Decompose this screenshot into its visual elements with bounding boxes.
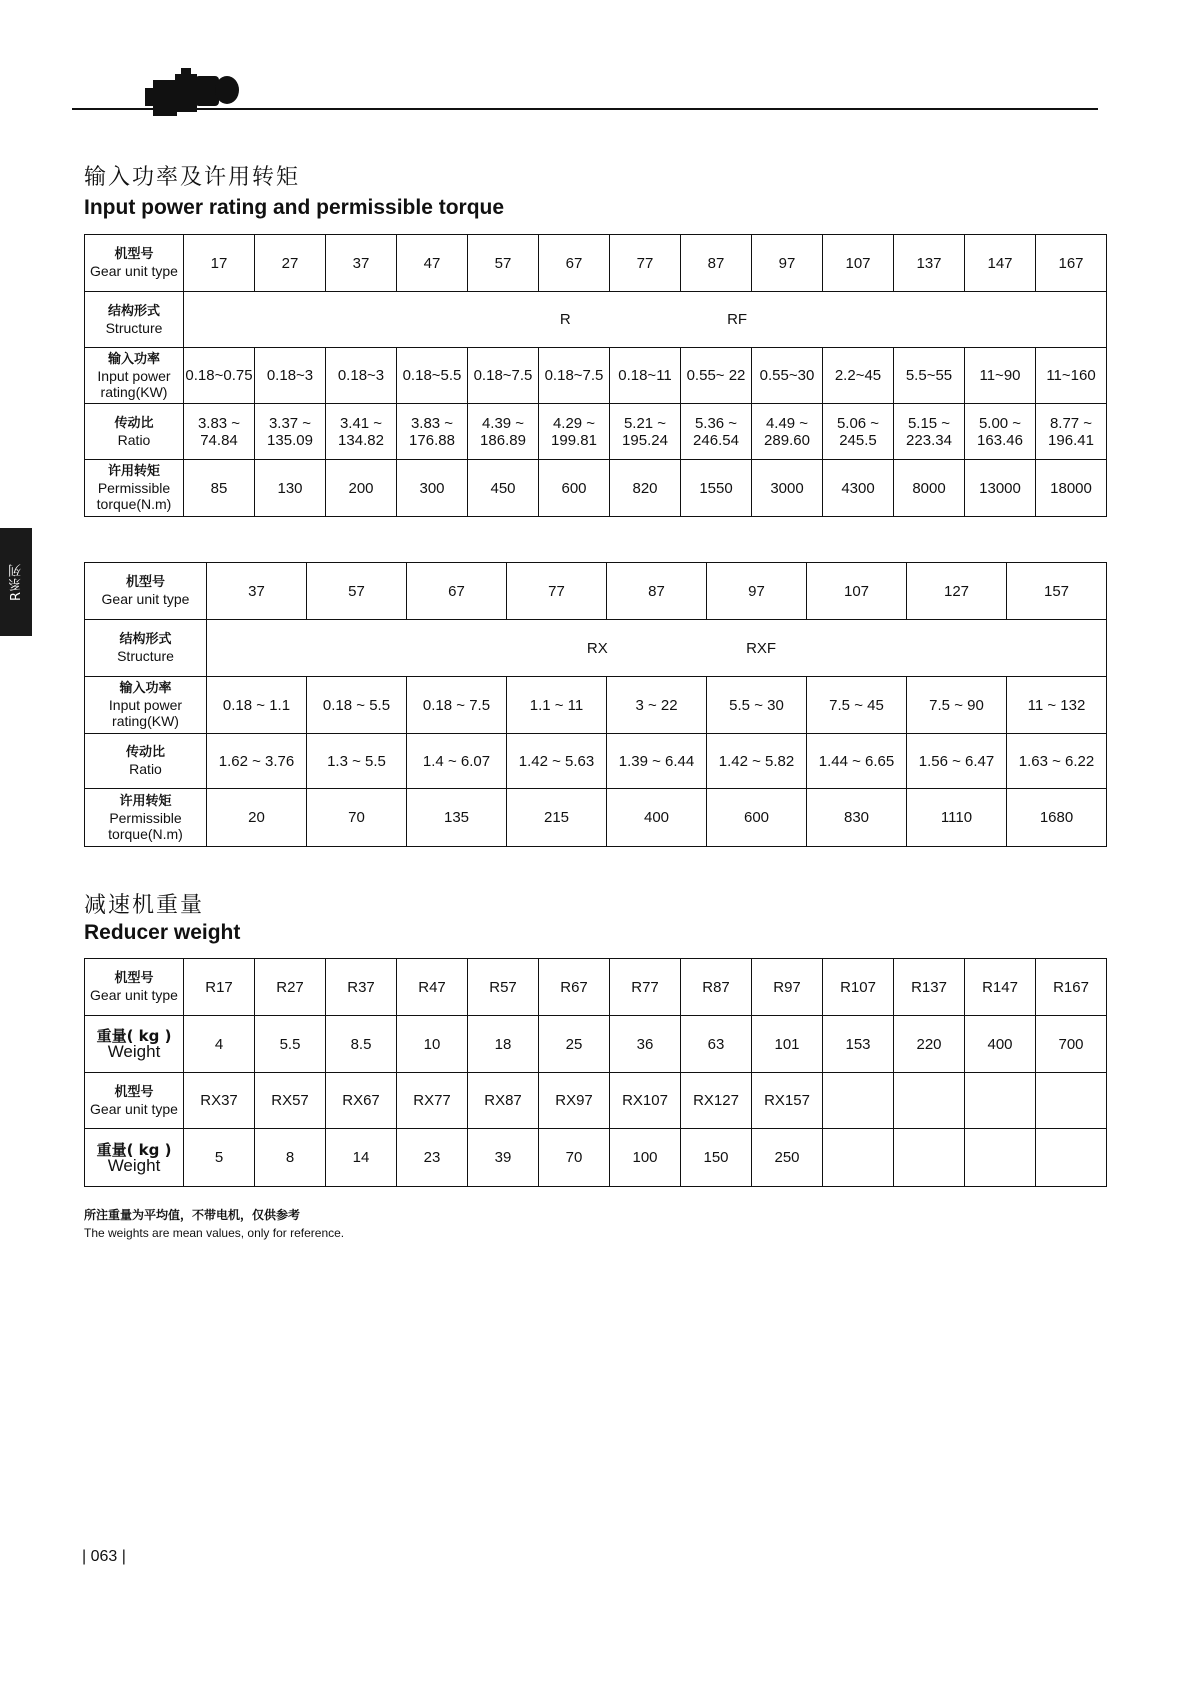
header-rule xyxy=(72,108,1098,110)
table-row xyxy=(85,620,1107,677)
table-cell: 57 xyxy=(307,563,407,620)
table-cell: 830 xyxy=(807,789,907,847)
label-cn: 重量( kg ) xyxy=(96,1140,172,1159)
table-cell: 157 xyxy=(1007,563,1107,620)
table-cell: 11 ~ 132 xyxy=(1007,677,1107,734)
row-label-type xyxy=(85,235,184,292)
ratio-max: 135.09 xyxy=(267,431,313,449)
section1-title-en: Input power rating and permissible torque xyxy=(84,196,505,219)
table-cell: 10 xyxy=(397,1016,468,1073)
table-cell xyxy=(184,404,255,460)
table-cell: 107 xyxy=(807,563,907,620)
label-en: Gear unit type xyxy=(90,263,178,279)
ratio-min: 4.39 ~ xyxy=(481,414,525,432)
ratio-min: 8.77 ~ xyxy=(1049,414,1093,432)
table-cell: 0.55~30 xyxy=(752,348,823,404)
table-cell: 1.62 ~ 3.76 xyxy=(207,734,307,789)
ratio-min: 5.06 ~ xyxy=(836,414,880,432)
table-cell: 700 xyxy=(1036,1016,1107,1073)
label-en: Permissible xyxy=(97,480,171,496)
table-cell: 14 xyxy=(326,1129,397,1187)
table-cell: R77 xyxy=(610,959,681,1016)
table-cell: 8 xyxy=(255,1129,326,1187)
table-cell: 67 xyxy=(539,235,610,292)
table-row xyxy=(85,1016,1107,1073)
label-cn: 传动比 xyxy=(125,745,165,760)
row-label-type xyxy=(85,1073,184,1129)
label-en: Structure xyxy=(117,648,174,664)
table-cell: 167 xyxy=(1036,235,1107,292)
table-cell: R67 xyxy=(539,959,610,1016)
table-cell xyxy=(1036,404,1107,460)
table-cell: 87 xyxy=(681,235,752,292)
section2-title-en: Reducer weight xyxy=(84,921,241,944)
table-cell: 18000 xyxy=(1036,460,1107,517)
ratio-max: 289.60 xyxy=(764,431,810,449)
table-cell: 39 xyxy=(468,1129,539,1187)
table-cell xyxy=(823,1129,894,1187)
table-cell: 1.63 ~ 6.22 xyxy=(1007,734,1107,789)
label-en: Ratio xyxy=(117,431,151,448)
table-cell: 11~90 xyxy=(965,348,1036,404)
row-label-weight xyxy=(85,1016,184,1073)
label-en: torque(N.m) xyxy=(96,496,172,512)
table-cell: 8000 xyxy=(894,460,965,517)
table-row xyxy=(85,235,1107,292)
table-cell: 450 xyxy=(468,460,539,517)
table-cell: RX97 xyxy=(539,1073,610,1129)
ratio-max: 176.88 xyxy=(409,431,455,449)
table-cell: 77 xyxy=(610,235,681,292)
row-label-power xyxy=(85,348,184,404)
table-cell: 0.18 ~ 1.1 xyxy=(207,677,307,734)
row-label-structure xyxy=(85,292,184,348)
table-cell: 137 xyxy=(894,235,965,292)
ratio-max: 195.24 xyxy=(622,431,668,449)
weight-note-cn: 所注重量为平均值，不带电机，仅供参考 xyxy=(84,1208,301,1222)
label-cn: 许用转矩 xyxy=(119,793,172,809)
table-cell: 400 xyxy=(965,1016,1036,1073)
table-cell: RX67 xyxy=(326,1073,397,1129)
row-label-type xyxy=(85,563,207,620)
table-cell: 97 xyxy=(752,235,823,292)
table-cell: 0.55~ 22 xyxy=(681,348,752,404)
label-en: Gear unit type xyxy=(90,1100,178,1117)
table-cell: 1.4 ~ 6.07 xyxy=(407,734,507,789)
table-cell: R57 xyxy=(468,959,539,1016)
ratio-min: 3.41 ~ xyxy=(339,414,383,432)
ratio-max: 163.46 xyxy=(977,431,1023,449)
table-cell: 3 ~ 22 xyxy=(607,677,707,734)
table-cell: 47 xyxy=(397,235,468,292)
table-cell xyxy=(1036,1073,1107,1129)
table-cell: 8.5 xyxy=(326,1016,397,1073)
table-cell: R137 xyxy=(894,959,965,1016)
table-cell xyxy=(397,404,468,460)
ratio-min: 3.83 ~ xyxy=(410,414,454,432)
table-cell: 147 xyxy=(965,235,1036,292)
table-cell: 0.18~5.5 xyxy=(397,348,468,404)
ratio-max: 245.5 xyxy=(839,431,877,449)
table-cell: 36 xyxy=(610,1016,681,1073)
table-cell: 1.44 ~ 6.65 xyxy=(807,734,907,789)
table-cell: 77 xyxy=(507,563,607,620)
table-cell: 107 xyxy=(823,235,894,292)
ratio-max: 74.84 xyxy=(200,431,238,449)
table-row xyxy=(85,789,1107,847)
power-torque-table-rx xyxy=(84,562,1107,847)
label-cn: 结构形式 xyxy=(119,632,172,647)
row-label-ratio xyxy=(85,734,207,789)
table-cell: 400 xyxy=(607,789,707,847)
table-cell: 67 xyxy=(407,563,507,620)
table-cell: 27 xyxy=(255,235,326,292)
table-cell: 0.18~3 xyxy=(255,348,326,404)
power-torque-table-r xyxy=(84,234,1107,517)
table-cell: 0.18~3 xyxy=(326,348,397,404)
table-cell: 5.5 xyxy=(255,1016,326,1073)
table-cell: 0.18 ~ 5.5 xyxy=(307,677,407,734)
table-cell: R47 xyxy=(397,959,468,1016)
label-en: Input power xyxy=(97,367,171,384)
reducer-weight-table xyxy=(84,958,1107,1187)
table-cell: 7.5 ~ 90 xyxy=(907,677,1007,734)
table-cell xyxy=(752,404,823,460)
table-cell: 135 xyxy=(407,789,507,847)
table-cell: 0.18~7.5 xyxy=(468,348,539,404)
label-cn: 机型号 xyxy=(114,971,154,986)
weight-note-en: The weights are mean values, only for reference. xyxy=(84,1226,345,1240)
table-cell: 17 xyxy=(184,235,255,292)
table-cell: RX87 xyxy=(468,1073,539,1129)
table-cell: 600 xyxy=(707,789,807,847)
structure-cell xyxy=(184,292,1107,348)
side-tab-label: R系列 xyxy=(8,562,24,602)
table-cell: 820 xyxy=(610,460,681,517)
ratio-max: 199.81 xyxy=(551,431,597,449)
table-row xyxy=(85,1073,1107,1129)
table-cell: 153 xyxy=(823,1016,894,1073)
table-cell xyxy=(681,404,752,460)
table-cell: 57 xyxy=(468,235,539,292)
table-cell: 2.2~45 xyxy=(823,348,894,404)
label-en: rating(KW) xyxy=(112,713,179,729)
label-en: Gear unit type xyxy=(90,987,178,1003)
table-cell xyxy=(326,404,397,460)
table-cell: 1.56 ~ 6.47 xyxy=(907,734,1007,789)
table-cell: R147 xyxy=(965,959,1036,1016)
structure-b: RF xyxy=(727,311,748,328)
side-tab xyxy=(0,528,32,636)
label-en: Input power xyxy=(108,697,183,713)
structure-cell xyxy=(207,620,1107,677)
table-cell: 4 xyxy=(184,1016,255,1073)
label-en: Weight xyxy=(107,1155,161,1175)
table-cell: 1.42 ~ 5.63 xyxy=(507,734,607,789)
row-label-weight xyxy=(85,1129,184,1187)
label-en: Ratio xyxy=(129,761,162,777)
table-cell: 70 xyxy=(307,789,407,847)
ratio-max: 134.82 xyxy=(338,431,384,449)
table-cell: 1680 xyxy=(1007,789,1107,847)
table-cell: 85 xyxy=(184,460,255,517)
gear-motor-logo-icon xyxy=(145,66,245,120)
table-cell xyxy=(610,404,681,460)
table-cell xyxy=(894,1073,965,1129)
table-cell: 0.18~11 xyxy=(610,348,681,404)
table-cell: 130 xyxy=(255,460,326,517)
table-cell xyxy=(1036,1129,1107,1187)
table-cell: 220 xyxy=(894,1016,965,1073)
ratio-min: 5.00 ~ xyxy=(978,414,1022,432)
table-row xyxy=(85,734,1107,789)
page-number: | 063 | xyxy=(82,1548,126,1565)
table-cell: 100 xyxy=(610,1129,681,1187)
table-cell: 127 xyxy=(907,563,1007,620)
label-cn: 机型号 xyxy=(114,1084,154,1100)
label-cn: 输入功率 xyxy=(119,681,172,696)
table-row xyxy=(85,292,1107,348)
table-cell: RX57 xyxy=(255,1073,326,1129)
table-cell: 5 xyxy=(184,1129,255,1187)
table-cell: 23 xyxy=(397,1129,468,1187)
table-cell: 4300 xyxy=(823,460,894,517)
label-en: Weight xyxy=(107,1042,161,1061)
label-cn: 输入功率 xyxy=(107,351,160,367)
label-en: Gear unit type xyxy=(101,591,190,607)
ratio-min: 3.83 ~ xyxy=(197,414,241,432)
table-cell: 97 xyxy=(707,563,807,620)
table-cell xyxy=(823,1073,894,1129)
table-cell: RX157 xyxy=(752,1073,823,1129)
table-cell: RX37 xyxy=(184,1073,255,1129)
table-cell xyxy=(823,404,894,460)
table-cell xyxy=(965,404,1036,460)
label-cn: 机型号 xyxy=(114,247,154,262)
table-cell: 13000 xyxy=(965,460,1036,517)
row-label-ratio xyxy=(85,404,184,460)
row-label-torque xyxy=(85,460,184,517)
table-row xyxy=(85,959,1107,1016)
ratio-max: 196.41 xyxy=(1048,431,1094,449)
table-cell: R37 xyxy=(326,959,397,1016)
table-cell: 200 xyxy=(326,460,397,517)
row-label-power xyxy=(85,677,207,734)
table-cell: 101 xyxy=(752,1016,823,1073)
ratio-min: 4.29 ~ xyxy=(552,414,596,432)
label-cn: 传动比 xyxy=(114,415,154,431)
table-cell xyxy=(255,404,326,460)
ratio-max: 223.34 xyxy=(906,431,952,449)
table-cell: R107 xyxy=(823,959,894,1016)
ratio-min: 3.37 ~ xyxy=(268,414,312,432)
table-row xyxy=(85,677,1107,734)
table-cell: 63 xyxy=(681,1016,752,1073)
label-cn: 机型号 xyxy=(125,575,165,590)
label-cn: 重量( kg ) xyxy=(96,1027,172,1045)
ratio-min: 5.15 ~ xyxy=(907,414,951,432)
label-cn: 结构形式 xyxy=(107,303,160,319)
table-cell: 1.39 ~ 6.44 xyxy=(607,734,707,789)
ratio-max: 246.54 xyxy=(693,431,739,449)
table-cell: R167 xyxy=(1036,959,1107,1016)
table-cell: 0.18~0.75 xyxy=(184,348,255,404)
ratio-min: 5.36 ~ xyxy=(694,414,738,432)
table-row xyxy=(85,1129,1107,1187)
table-cell xyxy=(468,404,539,460)
table-cell xyxy=(965,1129,1036,1187)
table-cell: 5.5~55 xyxy=(894,348,965,404)
table-cell: 250 xyxy=(752,1129,823,1187)
table-cell: 1550 xyxy=(681,460,752,517)
table-cell: RX77 xyxy=(397,1073,468,1129)
table-cell: RX107 xyxy=(610,1073,681,1129)
row-label-type xyxy=(85,959,184,1016)
table-cell: 1.42 ~ 5.82 xyxy=(707,734,807,789)
ratio-min: 4.49 ~ xyxy=(765,414,809,432)
table-cell xyxy=(965,1073,1036,1129)
table-cell: 87 xyxy=(607,563,707,620)
structure-a: R xyxy=(559,311,571,328)
label-en: rating(KW) xyxy=(100,383,168,400)
table-cell: 7.5 ~ 45 xyxy=(807,677,907,734)
label-cn: 许用转矩 xyxy=(107,464,160,479)
table-cell: 1.1 ~ 11 xyxy=(507,677,607,734)
table-cell xyxy=(894,404,965,460)
table-cell: 1.3 ~ 5.5 xyxy=(307,734,407,789)
row-label-structure xyxy=(85,620,207,677)
section2-title-cn: 减速机重量 xyxy=(84,893,205,918)
label-en: Permissible xyxy=(109,809,182,826)
label-en: Structure xyxy=(105,319,163,336)
table-cell: 215 xyxy=(507,789,607,847)
table-cell: 150 xyxy=(681,1129,752,1187)
ratio-min: 5.21 ~ xyxy=(623,414,667,432)
label-en: torque(N.m) xyxy=(108,825,183,842)
table-cell: 37 xyxy=(207,563,307,620)
table-cell: 37 xyxy=(326,235,397,292)
table-cell: 3000 xyxy=(752,460,823,517)
row-label-torque xyxy=(85,789,207,847)
table-row xyxy=(85,404,1107,460)
table-cell: 70 xyxy=(539,1129,610,1187)
table-cell: R27 xyxy=(255,959,326,1016)
table-row xyxy=(85,460,1107,517)
table-cell: 25 xyxy=(539,1016,610,1073)
table-cell: 300 xyxy=(397,460,468,517)
section1-title-cn: 输入功率及许用转矩 xyxy=(84,165,301,190)
table-cell: 0.18~7.5 xyxy=(539,348,610,404)
structure-a: RX xyxy=(586,639,608,657)
table-cell: 600 xyxy=(539,460,610,517)
table-cell: 1110 xyxy=(907,789,1007,847)
table-cell xyxy=(894,1129,965,1187)
table-cell: 11~160 xyxy=(1036,348,1107,404)
table-cell xyxy=(539,404,610,460)
table-row xyxy=(85,348,1107,404)
table-row xyxy=(85,563,1107,620)
structure-b: RXF xyxy=(746,639,777,657)
table-cell: 5.5 ~ 30 xyxy=(707,677,807,734)
ratio-max: 186.89 xyxy=(480,431,526,449)
table-cell: 18 xyxy=(468,1016,539,1073)
table-cell: 20 xyxy=(207,789,307,847)
table-cell: 0.18 ~ 7.5 xyxy=(407,677,507,734)
table-cell: R97 xyxy=(752,959,823,1016)
table-cell: RX127 xyxy=(681,1073,752,1129)
table-cell: R87 xyxy=(681,959,752,1016)
table-cell: R17 xyxy=(184,959,255,1016)
